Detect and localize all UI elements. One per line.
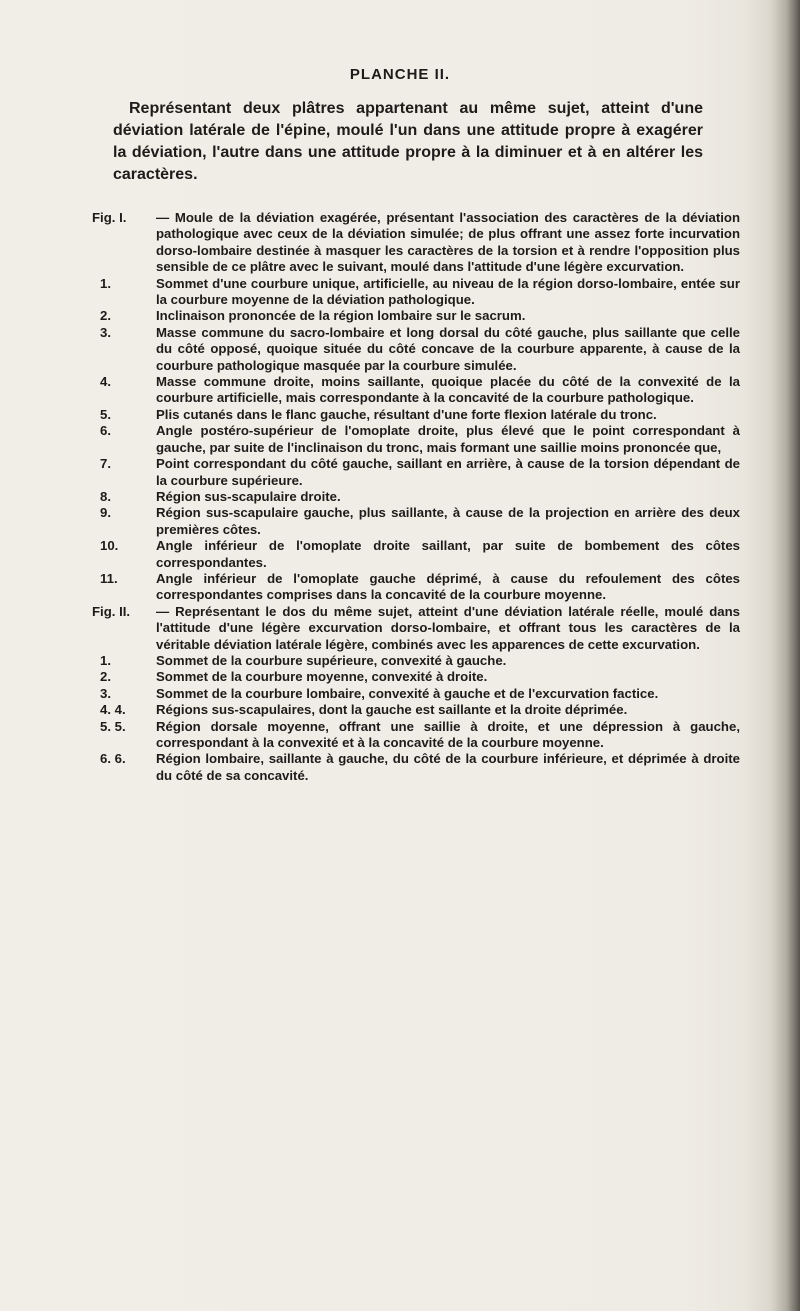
legend-entry-fig-2 <box>92 604 740 653</box>
page-binding-shadow <box>770 0 800 1311</box>
legend-entry <box>92 571 740 604</box>
plate-title: PLANCHE II. <box>349 66 451 83</box>
legend-text: Inclinaison prononcée de la région lombaire sur le sacrum. <box>156 308 526 324</box>
legend-text: Régions sus-scapulaires, dont la gauche est saillante et la droite déprimée. <box>156 702 628 718</box>
plate-description-text: Représentant deux plâtres appartenant au même sujet, atteint d'une déviation latérale de l'épine, moulé l'un dans une attitude propre à exagérer la déviation, l'autre dans une attitude propre à la diminuer et à en altérer les caractères. <box>113 100 703 183</box>
legend-text: Région sus-scapulaire gauche, plus saillante, à cause de la projection en arrière des deux premières côtes. <box>156 505 740 537</box>
legend-entry <box>92 489 740 505</box>
legend-number: Fig. I. <box>92 210 127 225</box>
legend-entry <box>92 686 740 702</box>
legend-number: 6. 6. <box>100 751 126 767</box>
legend-number: 2. <box>100 308 111 324</box>
legend-entry <box>92 505 740 538</box>
legend-entry <box>92 538 740 571</box>
legend-number: Fig. II. <box>92 603 131 619</box>
legend-text: Angle inférieur de l'omoplate gauche déprimé, à cause du refoulement des côtes correspondantes comprises dans la concavité de la courbure moyenne. <box>156 570 740 603</box>
legend-number: 4. <box>100 374 111 390</box>
legend-number: 7. <box>100 456 111 472</box>
legend-entry <box>92 751 740 784</box>
legend-number: 5. 5. <box>100 718 126 734</box>
legend-number: 8. <box>100 488 111 504</box>
legend-text: Plis cutanés dans le flanc gauche, résultant d'une forte flexion latérale du tronc. <box>156 406 657 422</box>
legend-number: 11. <box>100 570 118 586</box>
legend-entry <box>92 276 740 309</box>
legend-text: Région sus-scapulaire droite. <box>156 488 341 504</box>
legend-number: 10. <box>100 538 119 554</box>
legend-number: 1. <box>100 652 111 668</box>
legend-text: Région dorsale moyenne, offrant une saillie à droite, et une dépression à gauche, correspondant à la convexité et à la concavité de la courbure moyenne. <box>156 718 740 750</box>
legend-text: Sommet de la courbure moyenne, convexité à droite. <box>156 669 488 685</box>
legend-number: 4. 4. <box>100 702 126 718</box>
legend-entry <box>92 702 740 718</box>
legend-text: — Moule de la déviation exagérée, présentant l'association des caractères de la déviation pathologique avec ceux de la déviation simulée; de plus offrant une assez forte incurvation dorso-lombaire destinée à masquer les caractères de la torsion et à rendre l'opposition plus sensible de ce plâtre avec le suivant, moulé dans l'attitude d'une légère excurvation. <box>156 210 740 275</box>
legend-text: Point correspondant du côté gauche, saillant en arrière, à cause de la torsion dépendant de la courbure supérieure. <box>156 456 740 488</box>
legend-number: 3. <box>100 685 111 701</box>
legend-entry <box>92 456 740 489</box>
legend-entry <box>92 669 740 685</box>
legend-entry <box>92 325 740 374</box>
plate-description <box>113 98 703 186</box>
legend-entry <box>92 719 740 752</box>
legend-entry-fig-1 <box>92 210 740 276</box>
legend-entry <box>92 374 740 407</box>
legend-number: 3. <box>100 324 111 340</box>
figure-legend <box>92 210 740 784</box>
legend-entry <box>92 653 740 669</box>
legend-number: 9. <box>100 505 111 521</box>
legend-text: — Représentant le dos du même sujet, atteint d'une déviation latérale réelle, moulé dans l'attitude d'une légère excurvation dorso-lombaire, et offrant tous les caractères de la véritable déviation latérale légère, combinés avec les apparences de cette excurvation. <box>156 603 740 652</box>
legend-number: 6. <box>100 423 111 439</box>
legend-entry <box>92 423 740 456</box>
legend-text: Masse commune droite, moins saillante, quoique placée du côté de la convexité de la courbure artificielle, mais correspondante à la concavité de la courbure pathologique. <box>156 374 740 406</box>
legend-entry <box>92 407 740 423</box>
legend-number: 5. <box>100 406 111 422</box>
legend-number: 2. <box>100 669 111 685</box>
legend-text: Masse commune du sacro-lombaire et long dorsal du côté gauche, plus saillante que celle du côté opposé, quoique située du côté concave de la courbure apparente, à cause de la courbure pathologique masquée par la courbure simulée. <box>156 324 740 373</box>
legend-text: Sommet d'une courbure unique, artificielle, au niveau de la région dorso-lombaire, entée sur la courbure moyenne de la déviation pathologique. <box>156 275 740 308</box>
legend-number: 1. <box>100 275 111 291</box>
legend-entry <box>92 308 740 324</box>
legend-text: Sommet de la courbure supérieure, convexité à gauche. <box>156 652 507 668</box>
legend-text: Région lombaire, saillante à gauche, du côté de la courbure inférieure, et déprimée à droite du côté de sa concavité. <box>156 751 740 783</box>
legend-text: Angle postéro-supérieur de l'omoplate droite, plus élevé que le point correspondant à gauche, par suite de l'inclinaison du tronc, mais formant une saillie moins prononcée que, <box>156 423 740 455</box>
legend-text: Sommet de la courbure lombaire, convexité à gauche et de l'excurvation factice. <box>156 685 659 701</box>
legend-text: Angle inférieur de l'omoplate droite saillant, par suite de bombement des côtes correspondantes. <box>156 538 740 570</box>
